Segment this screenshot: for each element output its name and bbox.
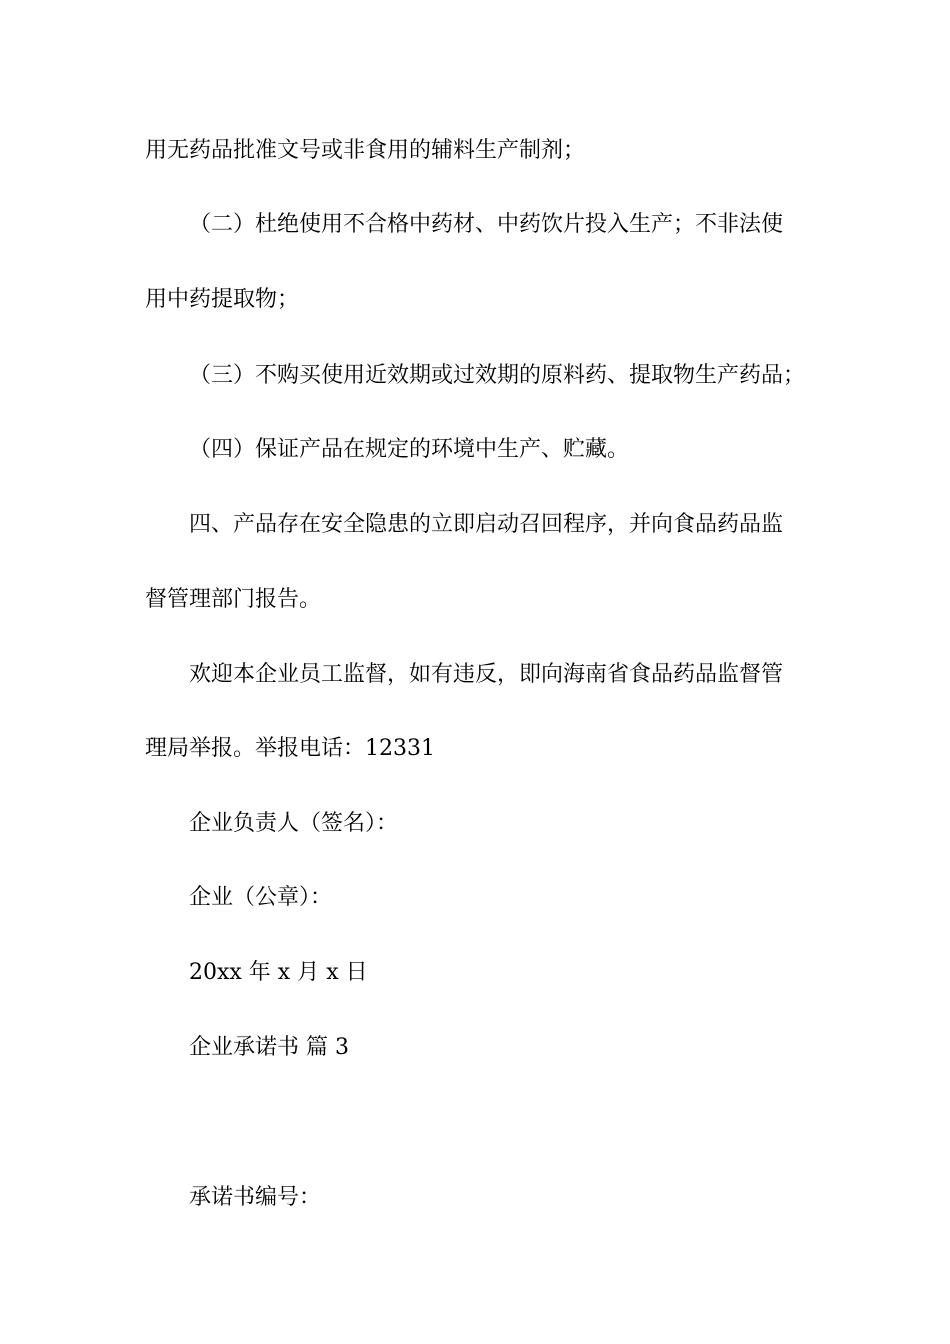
text-line: （三）不购买使用近效期或过效期的原料药、提取物生产药品； xyxy=(189,363,806,388)
text-line: 四、产品存在安全隐患的立即启动召回程序，并向食品药品监 xyxy=(189,512,784,537)
signature-line: 企业负责人（签名）： xyxy=(189,811,399,836)
text-line: （四）保证产品在规定的环境中生产、贮藏。 xyxy=(189,437,630,462)
text-line: 用无药品批准文号或非食用的辅料生产制剂； xyxy=(145,138,586,163)
text-line: （二）杜绝使用不合格中药材、中药饮片投入生产；不非法使 xyxy=(189,212,784,237)
text-line: 欢迎本企业员工监督，如有违反，即向海南省食品药品监督管 xyxy=(189,662,784,687)
section-title: 企业承诺书 篇 3 xyxy=(189,1035,349,1060)
number-line: 承诺书编号： xyxy=(189,1185,322,1210)
seal-line: 企业（公章）： xyxy=(189,885,333,910)
text-line: 用中药提取物； xyxy=(145,287,300,312)
text-line: 督管理部门报告。 xyxy=(145,587,322,612)
date-line: 20xx 年 x 月 x 日 xyxy=(189,960,368,985)
text-line: 理局举报。举报电话：12331 xyxy=(145,736,435,761)
